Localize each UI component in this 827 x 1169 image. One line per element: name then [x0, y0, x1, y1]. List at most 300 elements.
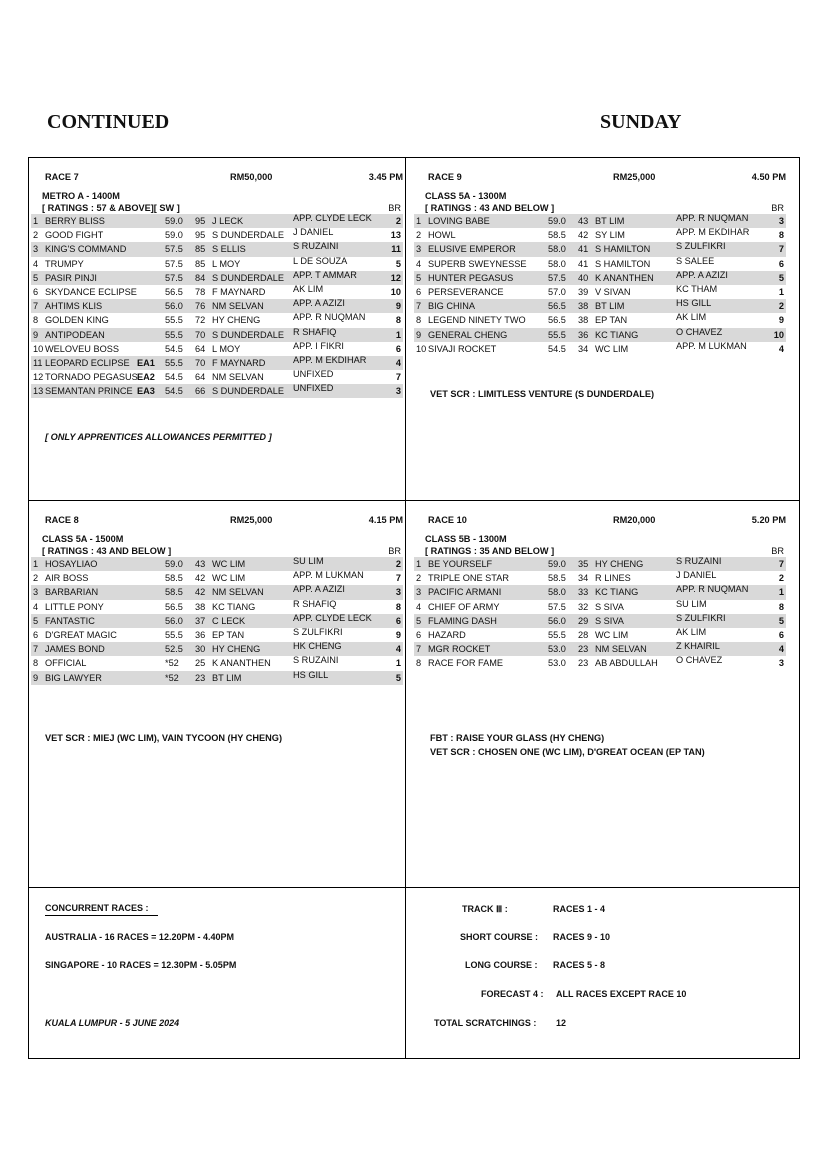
runner-number: 2 — [33, 573, 39, 584]
jockey: HS GILL — [293, 669, 329, 680]
jockey: APP. CLYDE LECK — [293, 612, 372, 623]
header-day: SUNDAY — [600, 111, 682, 133]
short-course-value: RACES 9 - 10 — [553, 932, 611, 942]
rating: 70 — [195, 329, 206, 340]
race-ratings: [ RATINGS : 43 AND BELOW ] — [42, 546, 172, 556]
horse-name: JAMES BOND — [45, 644, 105, 655]
runner-number: 5 — [416, 615, 422, 626]
weight: 59.0 — [548, 559, 566, 569]
barrier-draw: 5 — [395, 258, 401, 269]
race-class: METRO A - 1400M — [42, 191, 120, 201]
weight: 55.5 — [548, 329, 566, 340]
runner-row — [31, 614, 403, 628]
horse-name: CHIEF OF ARMY — [428, 601, 500, 612]
trainer: S SIVA — [595, 601, 624, 612]
rating: 43 — [195, 559, 206, 569]
runner-number: 4 — [33, 258, 39, 269]
trainer: SY LIM — [595, 230, 625, 241]
jockey: APP. A AZIZI — [293, 584, 345, 595]
runner-row — [31, 356, 403, 370]
horse-name: MGR ROCKET — [428, 644, 491, 655]
runner-row — [31, 656, 403, 670]
runner-row — [414, 342, 786, 356]
rating: 30 — [195, 644, 206, 655]
jockey: S RUZAINI — [293, 241, 339, 252]
barrier-draw: 8 — [778, 601, 784, 612]
horse-name: SIVAJI ROCKET — [428, 343, 497, 354]
row-divider — [28, 500, 800, 501]
race-prize: RM50,000 — [230, 172, 273, 182]
barrier-draw: 2 — [395, 216, 401, 226]
jockey: J DANIEL — [293, 227, 334, 238]
race-block-10 — [414, 515, 786, 671]
race-class: CLASS 5A - 1500M — [42, 534, 124, 544]
trainer: L MOY — [212, 258, 241, 269]
horse-name: LOVING BABE — [428, 216, 490, 226]
jockey: SU LIM — [676, 598, 707, 609]
jockey: HS GILL — [676, 298, 712, 309]
runner-number: 1 — [33, 216, 39, 226]
race-prize: RM25,000 — [613, 172, 656, 182]
horse-name: LITTLE PONY — [45, 601, 104, 612]
runner-row — [31, 214, 403, 228]
runner-row — [414, 271, 786, 285]
trainer: NM SELVAN — [212, 372, 264, 383]
rating: 34 — [578, 573, 589, 584]
race-10-fbt: FBT : RAISE YOUR GLASS (HY CHENG) — [430, 733, 605, 743]
jockey: S ZULFIKRI — [676, 241, 726, 252]
barrier-draw: 9 — [395, 301, 401, 312]
barrier-draw: 7 — [778, 559, 784, 569]
jockey: HK CHENG — [293, 641, 342, 652]
barrier-draw: 4 — [778, 644, 784, 655]
emergency-tag: EA3 — [137, 386, 155, 397]
runner-number: 8 — [416, 315, 422, 326]
barrier-header: BR — [771, 546, 784, 556]
rating: 43 — [578, 216, 589, 226]
trainer: S HAMILTON — [595, 258, 651, 269]
runner-row — [414, 285, 786, 299]
runner-number: 4 — [416, 601, 422, 612]
horse-name: TRUMPY — [45, 258, 84, 269]
runner-number: 9 — [33, 329, 39, 340]
horse-name: LEOPARD ECLIPSE — [45, 357, 130, 368]
weight: 55.5 — [165, 629, 183, 640]
weight: 56.0 — [548, 615, 566, 626]
jockey: UNFIXED — [293, 383, 334, 394]
rating: 64 — [195, 343, 206, 354]
jockey: L DE SOUZA — [293, 255, 348, 266]
barrier-draw: 5 — [778, 272, 784, 283]
jockey: AK LIM — [293, 283, 324, 294]
jockey: APP. M LUKMAN — [293, 570, 364, 581]
weight: 57.5 — [165, 272, 183, 283]
short-course-label: SHORT COURSE : — [460, 932, 539, 942]
jockey: APP. M LUKMAN — [676, 340, 747, 351]
weight: 57.5 — [548, 272, 566, 283]
weight: 55.5 — [165, 357, 183, 368]
runner-row — [414, 585, 786, 599]
runner-number: 3 — [416, 587, 422, 598]
jockey: AK LIM — [676, 312, 707, 323]
concurrent-races-title-text: CONCURRENT RACES : — [45, 903, 158, 916]
horse-name: LEGEND NINETY TWO — [428, 315, 526, 326]
trainer: S DUNDERDALE — [212, 272, 284, 283]
runner-number: 7 — [416, 301, 422, 312]
runner-row — [31, 271, 403, 285]
runner-row — [414, 614, 786, 628]
trainer: F MAYNARD — [212, 286, 266, 297]
jockey: AK LIM — [676, 626, 707, 637]
rating: 41 — [578, 244, 589, 255]
long-course-label: LONG COURSE : — [465, 960, 538, 970]
rating: 23 — [195, 672, 206, 683]
rating: 85 — [195, 244, 206, 255]
trainer: HY CHENG — [595, 559, 644, 569]
forecast-label: FORECAST 4 : — [481, 989, 544, 999]
rating: 29 — [578, 615, 589, 626]
concurrent-australia: AUSTRALIA - 16 RACES = 12.20PM - 4.40PM — [45, 932, 234, 942]
concurrent-singapore: SINGAPORE - 10 RACES = 12.30PM - 5.05PM — [45, 960, 237, 970]
jockey: S ZULFIKRI — [293, 626, 343, 637]
race-header — [414, 515, 786, 529]
rating: 36 — [195, 629, 206, 640]
runner-number: 1 — [416, 216, 422, 226]
concurrent-races-title — [45, 903, 158, 916]
footer-divider — [28, 887, 800, 888]
race-ratings-row — [31, 545, 403, 557]
trainer: HY CHENG — [212, 315, 261, 326]
forecast-value: ALL RACES EXCEPT RACE 10 — [556, 989, 687, 999]
weight: 58.5 — [548, 573, 566, 584]
jockey: S RUZAINI — [676, 556, 722, 566]
rating: 72 — [195, 315, 206, 326]
race-time: 5.20 PM — [751, 515, 786, 525]
weight: 56.5 — [165, 601, 183, 612]
race-10-vet-scr: VET SCR : CHOSEN ONE (WC LIM), D'GREAT OCEAN (EP TAN) — [430, 747, 705, 757]
rating: 95 — [195, 230, 206, 241]
runner-number: 7 — [33, 301, 39, 312]
rating: 28 — [578, 629, 589, 640]
runner-row — [414, 242, 786, 256]
rating: 33 — [578, 587, 589, 598]
jockey: O CHAVEZ — [676, 326, 723, 337]
jockey: SU LIM — [293, 556, 324, 566]
rating: 66 — [195, 386, 206, 397]
rating: 42 — [578, 230, 589, 241]
jockey: APP. R NUQMAN — [293, 312, 366, 323]
rating: 70 — [195, 357, 206, 368]
runner-number: 5 — [33, 615, 39, 626]
race-class: CLASS 5B - 1300M — [425, 534, 507, 544]
rating: 36 — [578, 329, 589, 340]
horse-name: GOOD FIGHT — [45, 230, 104, 241]
barrier-draw: 7 — [778, 244, 784, 255]
race-time: 4.50 PM — [751, 172, 786, 182]
jockey: R SHAFIQ — [293, 598, 337, 609]
rating: 41 — [578, 258, 589, 269]
horse-name: ANTIPODEAN — [45, 329, 105, 340]
runner-row — [31, 313, 403, 327]
horse-name: BE YOURSELF — [428, 559, 493, 569]
runner-row — [414, 228, 786, 242]
runner-number: 7 — [416, 644, 422, 655]
jockey: R SHAFIQ — [293, 326, 337, 337]
runner-row — [414, 656, 786, 670]
trainer: BT LIM — [595, 301, 625, 312]
barrier-draw: 1 — [778, 587, 784, 598]
runner-row — [414, 628, 786, 642]
runner-number: 11 — [33, 357, 43, 368]
weight: 52.5 — [165, 644, 183, 655]
trainer: C LECK — [212, 615, 246, 626]
runner-number: 6 — [33, 629, 39, 640]
trainer: KC TIANG — [212, 601, 256, 612]
barrier-draw: 3 — [395, 386, 401, 397]
weight: 56.5 — [548, 315, 566, 326]
runner-row — [31, 585, 403, 599]
barrier-draw: 2 — [778, 301, 784, 312]
rating: 32 — [578, 601, 589, 612]
weight: 58.5 — [165, 587, 183, 598]
trainer: WC LIM — [212, 559, 246, 569]
barrier-draw: 1 — [395, 329, 401, 340]
race-ratings: [ RATINGS : 35 AND BELOW ] — [425, 546, 555, 556]
jockey: APP. I FIKRI — [293, 340, 344, 351]
race-prize: RM20,000 — [613, 515, 656, 525]
barrier-draw: 1 — [395, 658, 401, 669]
rating: 34 — [578, 343, 589, 354]
weight: 57.5 — [165, 244, 183, 255]
rating: 38 — [578, 315, 589, 326]
jockey: APP. CLYDE LECK — [293, 213, 372, 223]
barrier-draw: 3 — [778, 216, 784, 226]
trainer: EP TAN — [595, 315, 628, 326]
weight: 53.0 — [548, 644, 566, 655]
trainer: V SIVAN — [595, 286, 631, 297]
horse-name: SUPERB SWEYNESSE — [428, 258, 527, 269]
horse-name: AIR BOSS — [45, 573, 89, 584]
barrier-draw: 8 — [778, 230, 784, 241]
trainer: KC TIANG — [595, 587, 639, 598]
runner-number: 2 — [416, 230, 422, 241]
horse-name: GOLDEN KING — [45, 315, 109, 326]
horse-name: TRIPLE ONE STAR — [428, 573, 509, 584]
weight: *52 — [165, 672, 179, 683]
horse-name: OFFICIAL — [45, 658, 87, 669]
weight: *52 — [165, 658, 179, 669]
runner-row — [414, 642, 786, 656]
barrier-draw: 6 — [778, 629, 784, 640]
track-value: RACES 1 - 4 — [553, 904, 606, 914]
trainer: R LINES — [595, 573, 631, 584]
horse-name: SEMANTAN PRINCE — [45, 386, 133, 397]
race-block-7 — [31, 172, 403, 398]
trainer: S HAMILTON — [595, 244, 651, 255]
race-block-8 — [31, 515, 403, 685]
rating: 40 — [578, 272, 589, 283]
race-prize: RM25,000 — [230, 515, 273, 525]
runner-number: 1 — [33, 559, 39, 569]
weight: 58.0 — [548, 244, 566, 255]
runner-number: 5 — [33, 272, 39, 283]
runner-number: 6 — [416, 286, 422, 297]
runner-number: 2 — [33, 230, 39, 241]
trainer: S SIVA — [595, 615, 624, 626]
barrier-draw: 9 — [778, 315, 784, 326]
total-scratchings-label: TOTAL SCRATCHINGS : — [434, 1018, 537, 1028]
track-label: TRACK Ⅲ : — [462, 904, 508, 914]
runner-row — [31, 571, 403, 585]
jockey: KC THAM — [676, 283, 718, 294]
jockey: APP. A AZIZI — [676, 269, 728, 280]
race-9-vet-scr: VET SCR : LIMITLESS VENTURE (S DUNDERDALE) — [430, 389, 655, 399]
runner-number: 10 — [33, 343, 44, 354]
runner-number: 7 — [33, 644, 39, 655]
trainer: BT LIM — [595, 216, 625, 226]
trainer: NM SELVAN — [595, 644, 647, 655]
barrier-draw: 3 — [778, 658, 784, 669]
rating: 39 — [578, 286, 589, 297]
rating: 78 — [195, 286, 206, 297]
barrier-draw: 7 — [395, 372, 401, 383]
weight: 55.5 — [165, 329, 183, 340]
race-class: CLASS 5A - 1300M — [425, 191, 507, 201]
horse-name: HAZARD — [428, 629, 466, 640]
runner-number: 2 — [416, 573, 422, 584]
barrier-header: BR — [388, 203, 401, 213]
weight: 56.5 — [165, 286, 183, 297]
runner-number: 8 — [33, 315, 39, 326]
barrier-draw: 3 — [395, 587, 401, 598]
weight: 58.5 — [165, 573, 183, 584]
column-divider — [405, 157, 406, 1059]
barrier-draw: 13 — [390, 230, 401, 241]
runner-row — [31, 285, 403, 299]
barrier-draw: 7 — [395, 573, 401, 584]
weight: 59.0 — [165, 216, 183, 226]
barrier-draw: 10 — [390, 286, 401, 297]
runner-number: 9 — [416, 329, 422, 340]
jockey: J DANIEL — [676, 570, 717, 581]
rating: 25 — [195, 658, 206, 669]
jockey: UNFIXED — [293, 369, 334, 380]
barrier-draw: 5 — [778, 615, 784, 626]
runner-row — [31, 642, 403, 656]
horse-name: PACIFIC ARMANI — [428, 587, 502, 598]
horse-name: D'GREAT MAGIC — [45, 629, 117, 640]
trainer: F MAYNARD — [212, 357, 266, 368]
rating: 23 — [578, 658, 589, 669]
race-number: RACE 10 — [428, 515, 467, 525]
rating: 84 — [195, 272, 206, 283]
trainer: S DUNDERDALE — [212, 386, 284, 397]
rating: 42 — [195, 573, 206, 584]
weight: 59.0 — [548, 216, 566, 226]
trainer: S DUNDERDALE — [212, 230, 284, 241]
runner-row — [31, 384, 403, 398]
barrier-draw: 10 — [773, 329, 784, 340]
rating: 35 — [578, 559, 589, 569]
trainer: BT LIM — [212, 672, 242, 683]
rating: 76 — [195, 301, 206, 312]
runner-row — [31, 370, 403, 384]
race-ratings-row — [414, 545, 786, 557]
runner-number: 3 — [33, 587, 39, 598]
race-number: RACE 8 — [45, 515, 79, 525]
trainer: L MOY — [212, 343, 241, 354]
rating: 64 — [195, 372, 206, 383]
runner-number: 3 — [416, 244, 422, 255]
barrier-draw: 12 — [390, 272, 401, 283]
horse-name: FLAMING DASH — [428, 615, 497, 626]
weight: 59.0 — [165, 230, 183, 241]
runner-row — [31, 628, 403, 642]
weight: 58.0 — [548, 258, 566, 269]
trainer: K ANANTHEN — [212, 658, 271, 669]
race-number: RACE 9 — [428, 172, 462, 182]
weight: 53.0 — [548, 658, 566, 669]
barrier-draw: 6 — [778, 258, 784, 269]
trainer: AB ABDULLAH — [595, 658, 658, 669]
race-time: 3.45 PM — [368, 172, 403, 182]
runner-number: 6 — [33, 286, 39, 297]
barrier-draw: 8 — [395, 601, 401, 612]
jockey: S SALEE — [676, 255, 715, 266]
rating: 85 — [195, 258, 206, 269]
barrier-header: BR — [388, 546, 401, 556]
runner-row — [31, 228, 403, 242]
trainer: WC LIM — [212, 573, 246, 584]
barrier-draw: 6 — [395, 615, 401, 626]
weight: 54.5 — [165, 386, 183, 397]
horse-name: KING'S COMMAND — [45, 244, 127, 255]
runner-row — [414, 600, 786, 614]
horse-name: PASIR PINJI — [45, 272, 97, 283]
horse-name: HOSAYLIAO — [45, 559, 98, 569]
weight: 54.5 — [165, 343, 183, 354]
barrier-draw: 4 — [778, 343, 784, 354]
weight: 56.5 — [548, 301, 566, 312]
horse-name: WELOVEU BOSS — [45, 343, 120, 354]
horse-name: FANTASTIC — [45, 615, 95, 626]
race-block-9 — [414, 172, 786, 356]
barrier-draw: 9 — [395, 629, 401, 640]
rating: 23 — [578, 644, 589, 655]
jockey: APP. M EKDIHAR — [676, 227, 750, 238]
rating: 42 — [195, 587, 206, 598]
runner-number: 5 — [416, 272, 422, 283]
jockey: S RUZAINI — [293, 655, 339, 666]
barrier-draw: 2 — [778, 573, 784, 584]
weight: 59.0 — [165, 559, 183, 569]
barrier-draw: 1 — [778, 286, 784, 297]
jockey: O CHAVEZ — [676, 655, 723, 666]
long-course-value: RACES 5 - 8 — [553, 960, 606, 970]
weight: 57.5 — [165, 258, 183, 269]
trainer: WC LIM — [595, 629, 629, 640]
barrier-draw: 11 — [391, 244, 401, 255]
jockey: Z KHAIRIL — [676, 641, 720, 652]
weight: 55.5 — [165, 315, 183, 326]
place-date: KUALA LUMPUR - 5 JUNE 2024 — [45, 1018, 180, 1028]
runner-row — [31, 671, 403, 685]
barrier-draw: 6 — [395, 343, 401, 354]
runner-number: 6 — [416, 629, 422, 640]
horse-name: GENERAL CHENG — [428, 329, 508, 340]
runner-number: 10 — [416, 343, 427, 354]
runner-row — [31, 328, 403, 342]
